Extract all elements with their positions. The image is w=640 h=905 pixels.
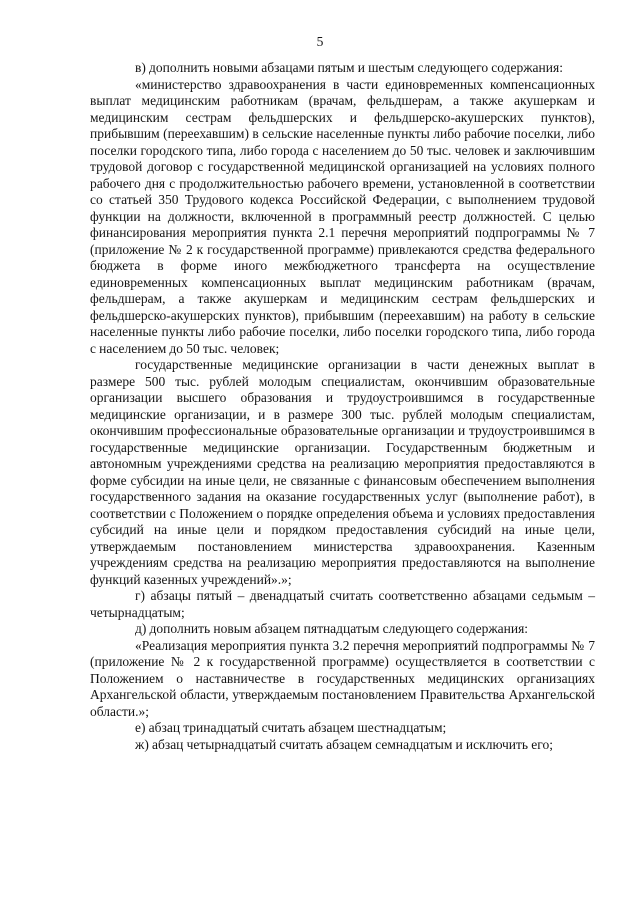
paragraph-item-e: е) абзац тринадцатый считать абзацем шестнадцатым; [135, 720, 447, 735]
paragraph-item-v: в) дополнить новыми абзацами пятым и шестым следующего содержания: [135, 60, 563, 75]
paragraph-implementation: «Реализация мероприятия пункта 3.2 перечня мероприятий подпрограммы № 7 (приложение № 2 к государственной программе) осуществляется в соответствии с Положением о наставничестве в государственных медицинских организациях Архангельской области, утверждаемым постановлением Правительства Архангельской области.»; [90, 637, 595, 719]
document-body [90, 60, 595, 753]
paragraph-item-zh: ж) абзац четырнадцатый считать абзацем семнадцатым и исключить его; [135, 736, 553, 752]
paragraph-item-g: г) абзацы пятый – двенадцатый считать соответственно абзацами седьмым – четырнадцатым; [90, 588, 595, 620]
paragraph-medical-organizations: государственные медицинские организации в части денежных выплат в размере 500 тыс. рублей молодым специалистам, окончившим образовательные организации высшего образования и трудоустроившимся в государственные медицинские организации, и в размере 300 тыс. рублей молодым специалистам, окончившим профессиональные образовательные организации и трудоустроившимся в государственные медицинские организации. Государственным бюджетным и автономным учреждениями средства на реализацию мероприятия предоставляются в форме субсидии на иные цели, не связанные с финансовым обеспечением выполнения государственного задания на оказание государственных услуг (выполнение работ), в соответствии с Положением о порядке определения объема и условиях предоставления субсидий на иные цели и порядком предоставления субсидий на иные цели, утверждаемым постановлением министерства здравоохранения. Казенным учреждениям средства на реализацию мероприятия предоставляются на выполнение функций казенных учреждений».»; [90, 357, 595, 587]
paragraph-item-d: д) дополнить новым абзацем пятнадцатым следующего содержания: [135, 621, 529, 636]
page-number: 5 [316, 34, 324, 49]
paragraph-ministry-payments: «министерство здравоохранения в части единовременных компенсационных выплат медицинским работникам (врачам, фельдшерам, а также акушеркам и медицинским сестрам фельдшерских и фельдшерско-акушерских пунктов), прибывшим (переехавшим) в сельские населенные пункты либо рабочие поселки, либо поселки городского типа, либо города с населением до 50 тыс. человек и заключившим трудовой договор с государственной медицинской организацией на условиях полного рабочего дня с продолжительностью рабочего времени, установленной в соответствии со статьей 350 Трудового кодекса Российской Федерации, с выполнением трудовой функции на должности, включенной в программный реестр должностей. С целью финансирования мероприятия пункта 2.1 перечня мероприятий подпрограммы № 7 (приложение № 2 к государственной программе) привлекаются средства федерального бюджета в форме иного межбюджетного трансферта на осуществление единовременных компенсационных выплат медицинским работникам (врачам, фельдшерам, а также акушеркам и медицинским сестрам фельдшерских и фельдшерско-акушерских пунктов), прибывшим (переехавшим) на работу в сельские населенные пункты либо рабочие поселки, либо поселки городского типа, либо города с населением до 50 тыс. человек; [90, 76, 595, 356]
